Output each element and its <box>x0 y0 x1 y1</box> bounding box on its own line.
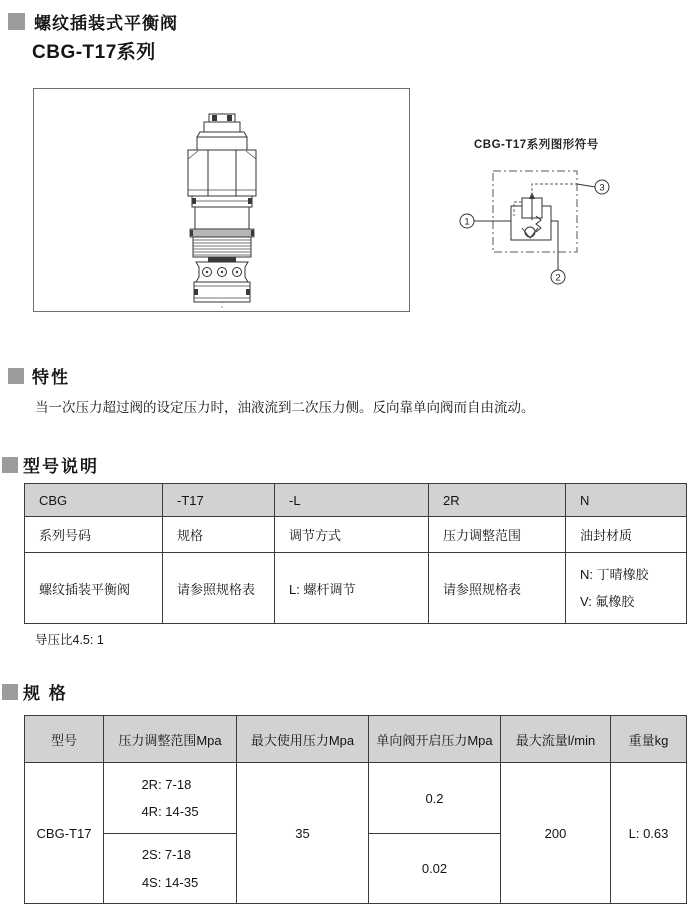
table-row <box>25 716 687 763</box>
table-row <box>25 553 687 624</box>
table-row <box>25 517 687 553</box>
page-title-row <box>8 9 178 34</box>
spec-heading: 规 格 <box>23 684 68 703</box>
port-3-label: 3 <box>599 182 605 194</box>
valve-drawing <box>152 113 292 309</box>
field-label-cell: 系列号码 <box>25 517 163 553</box>
spec-table <box>24 715 687 904</box>
check-open-pressure-cell: 0.02 <box>369 834 501 904</box>
pressure-range-line: 4S: 14-35 <box>141 874 199 890</box>
spec-header-cell: 最大流量l/min <box>501 716 611 763</box>
spec-header-cell: 最大使用压力Mpa <box>237 716 369 763</box>
port-1-label: 1 <box>464 216 470 228</box>
seal-material-cell <box>566 553 687 624</box>
model-code-cell: 2R <box>429 484 566 517</box>
pressure-range-line: 4R: 14-35 <box>141 804 199 819</box>
field-label-cell: 压力调整范围 <box>429 517 566 553</box>
section-marker-icon <box>2 457 18 473</box>
model-code-cell: N <box>566 484 687 517</box>
check-open-pressure-cell: 0.2 <box>369 763 501 834</box>
section-marker-icon <box>8 13 25 30</box>
spec-header-cell: 单向阀开启压力Mpa <box>369 716 501 763</box>
check-valve-symbol <box>525 227 535 237</box>
features-heading-row <box>8 363 70 388</box>
model-code-table <box>24 483 687 624</box>
max-pressure-cell: 35 <box>237 763 369 904</box>
model-code-cell: -T17 <box>163 484 275 517</box>
field-label-cell: 调节方式 <box>275 517 429 553</box>
port-2-label: 2 <box>555 272 561 284</box>
page-title: 螺纹插装式平衡阀 <box>34 14 178 33</box>
model-code-cell: CBG <box>25 484 163 517</box>
field-label-cell: 规格 <box>163 517 275 553</box>
pilot-ratio-note: 导压比4.5: 1 <box>35 633 104 647</box>
model-heading: 型号说明 <box>23 457 99 476</box>
max-flow-cell: 200 <box>501 763 611 904</box>
weight-cell: L: 0.63 <box>611 763 687 904</box>
table-row <box>25 484 687 517</box>
series-title: CBG-T17系列 <box>32 42 156 63</box>
model-cell: CBG-T17 <box>25 763 104 904</box>
field-value-cell: L: 螺杆调节 <box>275 553 429 624</box>
section-marker-icon <box>8 368 24 384</box>
spec-heading-row <box>2 679 68 704</box>
field-value-cell: 螺纹插装平衡阀 <box>25 553 163 624</box>
pressure-range-line: 2R: 7-18 <box>141 776 192 792</box>
spec-header-cell: 压力调整范围Mpa <box>104 716 237 763</box>
spec-header-cell: 型号 <box>25 716 104 763</box>
hydraulic-symbol-schematic <box>440 158 650 298</box>
model-code-cell: -L <box>275 484 429 517</box>
field-label-cell: 油封材质 <box>566 517 687 553</box>
pressure-range-cell <box>104 763 237 834</box>
symbol-title: CBG-T17系列图形符号 <box>474 139 599 151</box>
valve-drawing-panel <box>33 88 410 312</box>
model-heading-row <box>2 452 99 477</box>
field-value-cell: 请参照规格表 <box>429 553 566 624</box>
seal-option: V: 氟橡胶 <box>580 594 635 609</box>
features-heading: 特性 <box>32 368 70 387</box>
section-marker-icon <box>2 684 18 700</box>
spec-header-cell: 重量kg <box>611 716 687 763</box>
field-value-cell: 请参照规格表 <box>163 553 275 624</box>
pressure-range-line: 2S: 7-18 <box>141 847 191 863</box>
table-row <box>25 763 687 834</box>
seal-option: N: 丁晴橡胶 <box>580 566 649 582</box>
features-description: 当一次压力超过阀的设定压力时，油液流到二次压力侧。反向靠单向阀而自由流动。 <box>35 400 535 415</box>
pressure-range-cell <box>104 834 237 904</box>
